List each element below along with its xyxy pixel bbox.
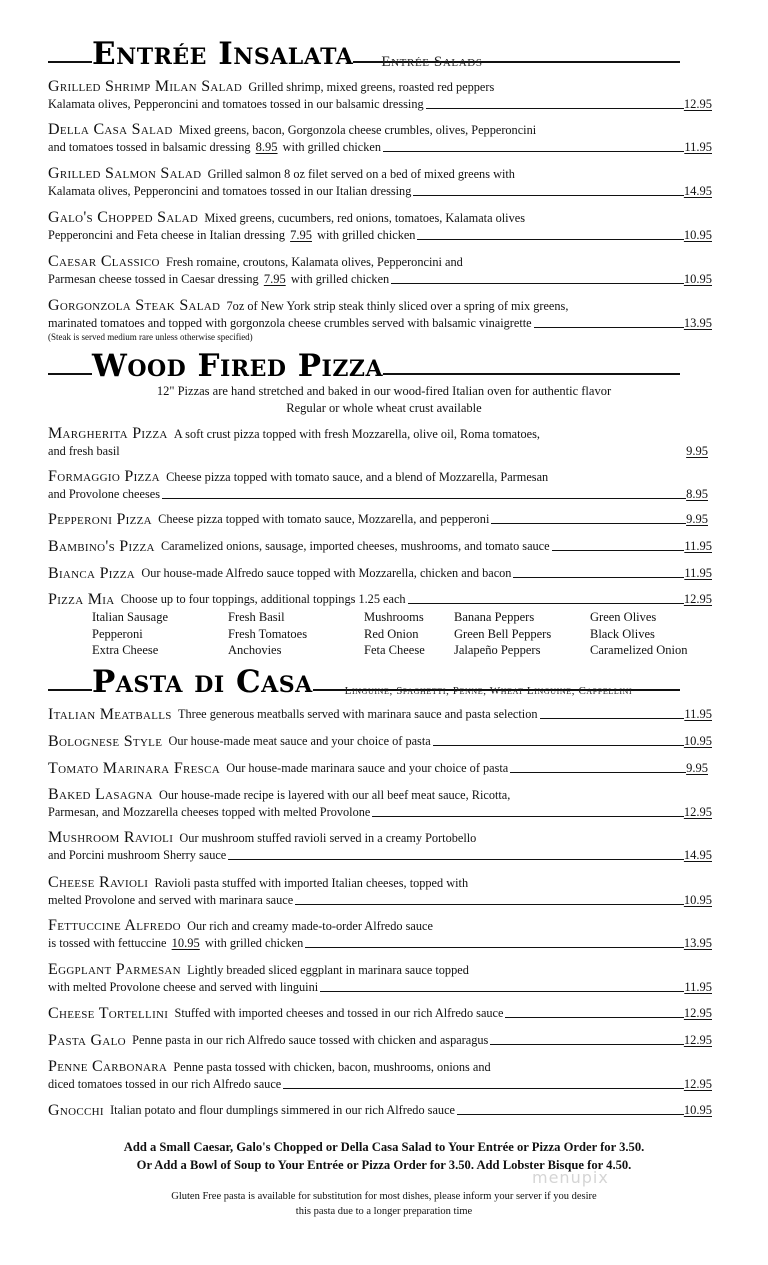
price: 10.95: [683, 228, 712, 242]
price: 11.95: [684, 539, 712, 553]
price: 12.95: [683, 1006, 712, 1020]
section-header-pasta: [48, 666, 680, 698]
section-title: Pasta di Casa: [92, 664, 313, 700]
menu-item: Cheese Ravioli Ravioli pasta stuffed with imported Italian cheeses, topped with melted Provolone and served with marinara sauce 10.95: [48, 874, 712, 907]
menu-item: Bolognese Style Our house-made meat sauce and your choice of pasta 10.95: [48, 733, 712, 750]
menu-item: Galo's Chopped Salad Mixed greens, cucumbers, red onions, tomatoes, Kalamata olives Pepperoncini and Feta cheese in Italian dressing 7.95 with grilled chicken 10.95: [48, 209, 712, 242]
menu-item: Mushroom Ravioli Our mushroom stuffed ravioli served in a creamy Portobello and Porcini mushroom Sherry sauce 14.95: [48, 829, 712, 862]
menu-item: Eggplant Parmesan Lightly breaded sliced eggplant in marinara sauce topped with melted Provolone cheese and served with linguini 11.95: [48, 961, 712, 994]
topping: Italian Sausage: [92, 610, 169, 624]
menu-item: Formaggio Pizza Cheese pizza topped with tomato sauce, and a blend of Mozzarella, Parmesan and Provolone cheeses 8.95: [48, 468, 708, 501]
menu-item: Penne Carbonara Penne pasta tossed with chicken, bacon, mushrooms, onions and diced tomatoes tossed in our rich Alfredo sauce 12.95: [48, 1058, 712, 1091]
section-title: Wood Fired Pizza: [92, 348, 384, 384]
topping: Green Bell Peppers: [454, 626, 552, 641]
menu-item: Margherita Pizza A soft crust pizza topped with fresh Mozzarella, olive oil, Roma tomatoes, and fresh basil 9.95: [48, 425, 708, 458]
section-subtitle: Linguine, Spaghetti, Penne, Wheat Linguine, Cappellini: [344, 685, 633, 697]
price: 7.95: [290, 228, 312, 242]
topping: Banana Peppers: [454, 610, 535, 624]
topping: Fresh Tomatoes: [228, 626, 308, 641]
price: 12.95: [683, 592, 712, 606]
topping: Mushrooms: [364, 610, 424, 624]
topping: Red Onion: [364, 626, 419, 641]
section-header-pizza: [48, 350, 680, 382]
menu-item: Pasta Galo Penne pasta in our rich Alfredo sauce tossed with chicken and asparagus 12.95: [48, 1032, 712, 1049]
watermark: menupix: [532, 1168, 609, 1187]
price: 12.95: [683, 97, 712, 111]
topping: Fresh Basil: [228, 610, 285, 624]
price: 11.95: [684, 566, 712, 580]
pizza-intro-line-2: Regular or whole wheat crust available: [286, 401, 482, 415]
menu-item: Fettuccine Alfredo Our rich and creamy made-to-order Alfredo sauce is tossed with fettuccine 10.95 with grilled chicken 13.95: [48, 917, 712, 950]
price: 14.95: [683, 184, 712, 198]
menu-item: Baked Lasagna Our house-made recipe is layered with our all beef meat sauce, Ricotta, Parmesan, and Mozzarella cheeses topped with melted Provolone 12.95: [48, 786, 712, 819]
price: 8.95: [686, 487, 708, 501]
menu-item: Bambino's Pizza Caramelized onions, sausage, imported cheeses, mushrooms, and tomato sauce 11.95: [48, 538, 712, 555]
price: 8.95: [255, 140, 278, 154]
price: 10.95: [683, 272, 712, 286]
topping: Jalapeño Peppers: [454, 643, 541, 657]
price: 11.95: [684, 140, 712, 154]
price: 14.95: [683, 848, 712, 862]
menu-item: Grilled Shrimp Milan Salad Grilled shrimp, mixed greens, roasted red peppers Kalamata olives, Pepperoncini and tomatoes tossed in our balsamic dressing 12.95: [48, 78, 712, 111]
menu-item: Italian Meatballs Three generous meatballs served with marinara sauce and pasta selection 11.95: [48, 706, 712, 723]
menu-item: Grilled Salmon Salad Grilled salmon 8 oz filet served on a bed of mixed greens with Kalamata olives, Pepperoncini and tomatoes tossed in our Italian dressing 14.95: [48, 165, 712, 198]
footer-addon-line-1: Add a Small Caesar, Galo's Chopped or Della Casa Salad to Your Entrée or Pizza Order for 3.50.: [123, 1140, 645, 1154]
menu-item: Della Casa Salad Mixed greens, bacon, Gorgonzola cheese crumbles, olives, Pepperoncini and tomatoes tossed in balsamic dressing 8.95 with grilled chicken 11.95: [48, 121, 712, 154]
section-title: Entrée Insalata: [92, 36, 354, 72]
topping: Feta Cheese: [364, 643, 425, 657]
menu-item: Gnocchi Italian potato and flour dumplings simmered in our rich Alfredo sauce 10.95: [48, 1102, 712, 1119]
menu-item: Bianca Pizza Our house-made Alfredo sauce topped with Mozzarella, chicken and bacon 11.95: [48, 565, 712, 582]
menu-item: Cheese Tortellini Stuffed with imported cheeses and tossed in our rich Alfredo sauce 12.95: [48, 1005, 712, 1022]
item-note: (Steak is served medium rare unless otherwise specified): [48, 332, 253, 342]
menu-item: Pepperoni Pizza Cheese pizza topped with tomato sauce, Mozzarella, and pepperoni 9.95: [48, 511, 708, 528]
section-header-salads: [48, 38, 680, 70]
price: 12.95: [683, 1077, 712, 1091]
price: 11.95: [684, 707, 712, 721]
toppings-grid: [92, 609, 710, 659]
section-subtitle: Entrée Salads: [381, 54, 483, 70]
price: 12.95: [683, 805, 712, 819]
price: 10.95: [683, 893, 712, 907]
topping: Pepperoni: [92, 626, 143, 641]
price: 12.95: [683, 1033, 712, 1047]
price: 10.95: [171, 936, 200, 950]
topping: Anchovies: [228, 643, 282, 657]
topping: Extra Cheese: [92, 643, 159, 657]
price: 9.95: [686, 444, 708, 458]
topping: Black Olives: [590, 626, 655, 641]
menu-item: Caesar Classico Fresh romaine, croutons, Kalamata olives, Pepperoncini and Parmesan cheese tossed in Caesar dressing 7.95 with grilled chicken 10.95: [48, 253, 712, 286]
price: 7.95: [263, 272, 286, 286]
menu-item: Pizza Mia Choose up to four toppings, additional toppings 1.25 each 12.95: [48, 591, 712, 608]
footer-addon-line-2: Or Add a Bowl of Soup to Your Entrée or Pizza Order for 3.50. Add Lobster Bisque for 4.50.: [136, 1158, 632, 1172]
menu-item: Gorgonzola Steak Salad 7oz of New York strip steak thinly sliced over a spring of mix greens, marinated tomatoes and topped with gorgonzola cheese crumbles served with balsamic vinaigrette 13.95 (Steak is served medium rare unless otherwise specified): [48, 297, 712, 342]
price: 13.95: [683, 936, 712, 950]
price: 13.95: [683, 316, 712, 330]
topping: Green Olives: [590, 610, 657, 624]
topping: Caramelized Onion: [590, 643, 688, 657]
menu-item: Tomato Marinara Fresca Our house-made marinara sauce and your choice of pasta 9.95: [48, 760, 708, 777]
price: 9.95: [686, 512, 708, 526]
pizza-intro-line-1: 12" Pizzas are hand stretched and baked in our wood-fired Italian oven for authentic flavor: [156, 384, 612, 398]
footer-gluten-line-2: this pasta due to a longer preparation time: [295, 1206, 473, 1217]
footer-gluten-line-1: Gluten Free pasta is available for substitution for most dishes, please inform your server if you desire: [171, 1191, 597, 1202]
price: 10.95: [683, 734, 712, 748]
price: 9.95: [686, 761, 708, 775]
price: 10.95: [683, 1103, 712, 1117]
price: 11.95: [684, 980, 712, 994]
